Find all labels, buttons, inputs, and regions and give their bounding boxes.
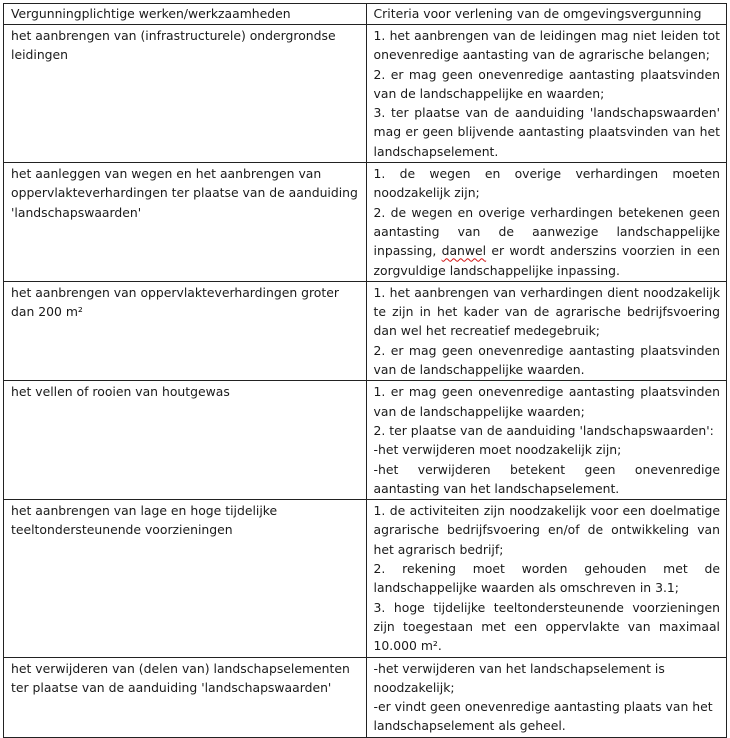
work-cell: het aanleggen van wegen en het aanbrengen van oppervlakteverhardingen ter plaatse van de aanduiding 'landschapswaarden' (4, 163, 367, 282)
spellcheck-flagged-word: danwel (441, 243, 487, 259)
column-header-criteria: Criteria voor verlening van de omgevingsvergunning (366, 4, 726, 25)
criterion: 1. de wegen en overige verhardingen moeten noodzakelijk zijn; (373, 166, 720, 201)
work-cell: het aanbrengen van lage en hoge tijdelijke teeltondersteunende voorzieningen (4, 500, 367, 657)
criterion: -het verwijderen moet noodzakelijk zijn; (373, 442, 622, 458)
criterion: 1. het aanbrengen van verhardingen dient noodzakelijk te zijn in het kader van de agrarische bedrijfsvoering dan wel het recreatief medegebruik; (373, 284, 720, 339)
permit-criteria-table (3, 3, 727, 738)
criterion: 2. er mag geen onevenredige aantasting plaatsvinden van de landschappelijke en waarden; (373, 66, 720, 101)
table-row (4, 281, 727, 380)
table-row (4, 657, 727, 737)
criterion: 3. ter plaatse van de aanduiding 'landschapswaarden' mag er geen blijvende aantasting plaatsvinden van het landschapselement. (373, 105, 720, 159)
criterion-text: er wordt anderszins voorzien in een zorgvuldige landschappelijke inpassing. (373, 243, 721, 278)
criterion: 1. het aanbrengen van de leidingen mag niet leiden tot onevenredige aantasting van de agrarische belangen; (373, 28, 720, 63)
work-cell: het aanbrengen van oppervlakteverhardingen groter dan 200 m² (4, 281, 367, 380)
criterion: 2. er mag geen onevenredige aantasting plaatsvinden van de landschappelijke waarden. (373, 342, 720, 378)
criterion: 1. er mag geen onevenredige aantasting plaatsvinden van de landschappelijke waarden; (373, 384, 720, 419)
criterion: 1. de activiteiten zijn noodzakelijk voor een doelmatige agrarische bedrijfsvoering en/of de ontwikkeling van het agrarisch bedrijf; (373, 503, 720, 557)
work-cell: het aanbrengen van (infrastructurele) ondergrondse leidingen (4, 25, 367, 163)
criterion: -er vindt geen onevenredige aantasting plaats van het landschapselement als geheel. (373, 699, 713, 734)
criterion: 3. hoge tijdelijke teeltondersteunende voorzieningen zijn toegestaan met een oppervlakte van maximaal 10.000 m². (373, 599, 720, 654)
criterion: 2. ter plaatse van de aanduiding 'landschapswaarden': (373, 422, 714, 438)
table-row (4, 163, 727, 282)
table-row (4, 500, 727, 657)
table-row (4, 25, 727, 163)
work-cell: het verwijderen van (delen van) landschapselementen ter plaatse van de aanduiding 'landschapswaarden' (4, 657, 367, 737)
criteria-cell (366, 657, 726, 737)
criteria-cell (366, 25, 726, 163)
criteria-cell (366, 281, 726, 380)
criterion: 2. rekening moet worden gehouden met de landschappelijke waarden als omschreven in 3.1; (373, 561, 720, 596)
criterion (374, 203, 720, 280)
table-row (4, 381, 727, 500)
criteria-cell (366, 163, 726, 282)
criterion: -het verwijderen betekent geen onevenredige aantasting van het landschapselement. (373, 461, 720, 496)
work-cell: het vellen of rooien van houtgewas (4, 381, 367, 500)
criterion: -het verwijderen van het landschapselement is noodzakelijk; (373, 660, 665, 695)
criterion-text: 2. de wegen en overige verhardingen betekenen geen aantasting van de aanwezige landschappelijke inpassing, (373, 204, 720, 259)
criteria-cell (366, 381, 726, 500)
header-row (4, 4, 727, 25)
column-header-works: Vergunningplichtige werken/werkzaamheden (4, 4, 367, 25)
criteria-cell (366, 500, 726, 657)
